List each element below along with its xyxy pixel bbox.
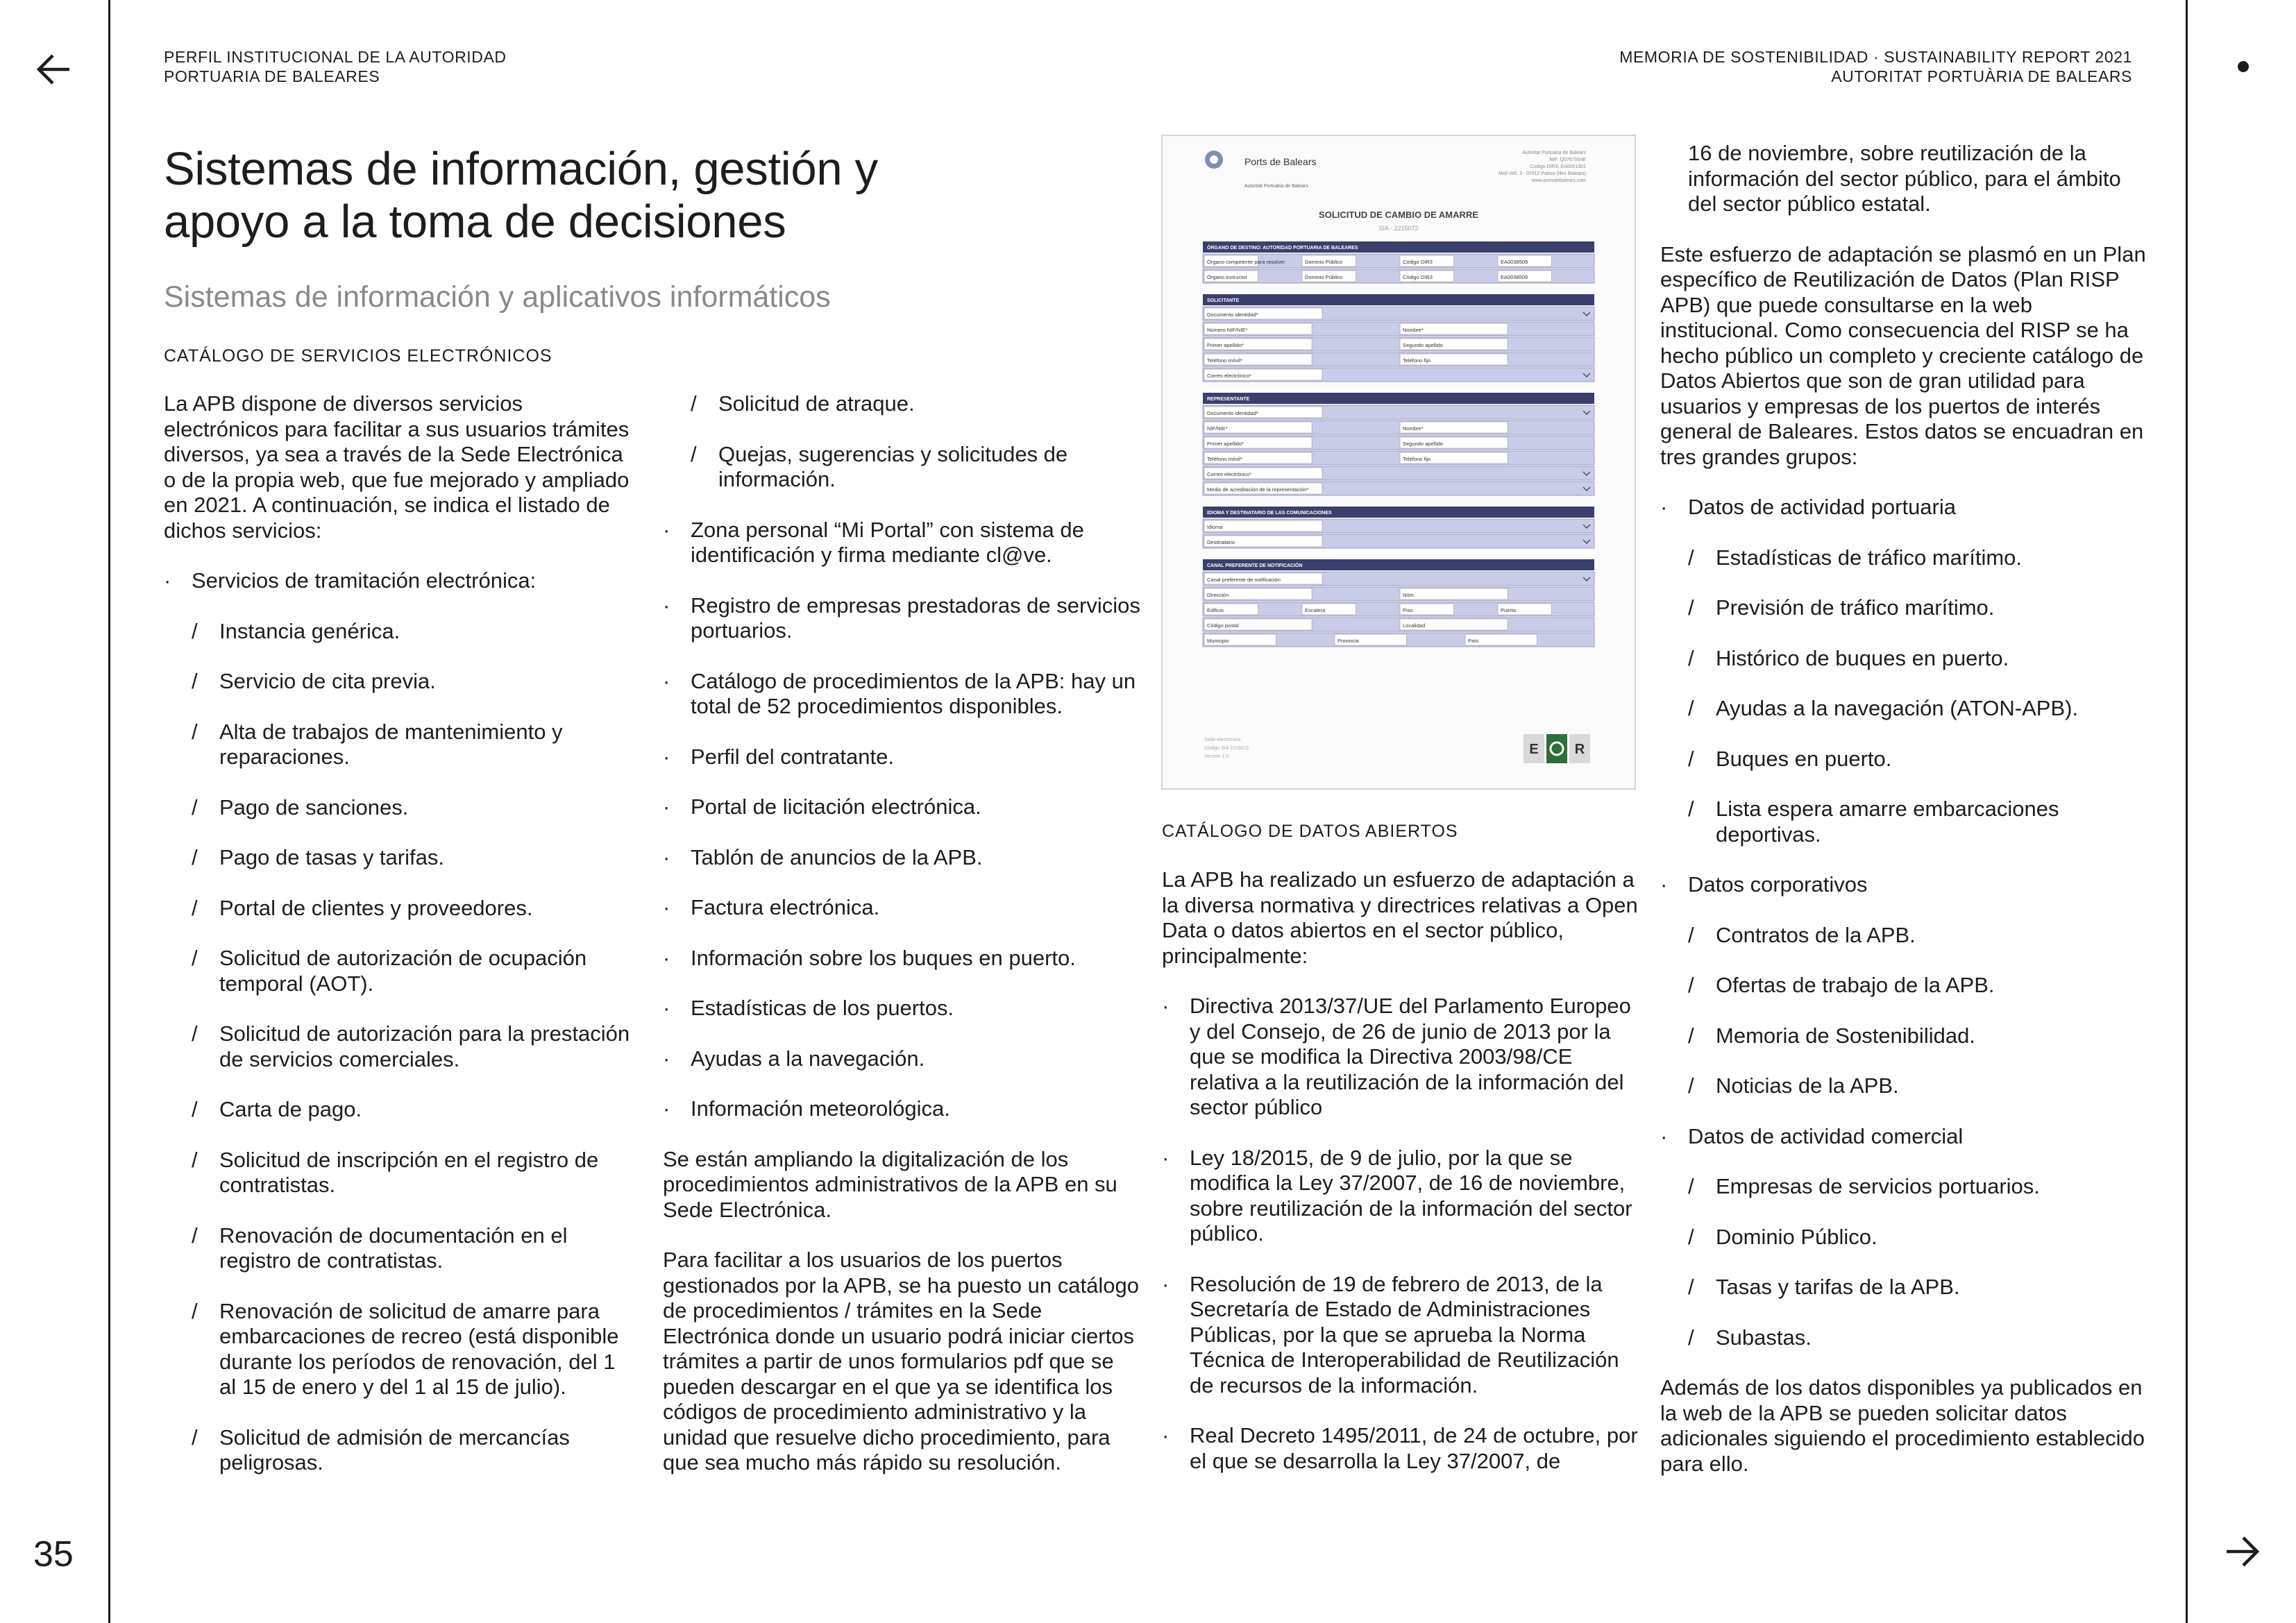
form-field-label: Dominio Público	[1305, 274, 1343, 280]
list-item: / Dominio Público.	[1660, 1225, 2146, 1250]
form-field-label: Provincia	[1337, 638, 1359, 644]
svg-text:E: E	[1529, 742, 1539, 757]
tramitacion-list	[164, 619, 636, 1476]
header-left-line-2: PORTUARIA DE BALEARES	[164, 67, 380, 85]
list-item: / Pago de sanciones.	[164, 795, 636, 821]
form-section-header-bar	[1203, 294, 1594, 305]
right-margin-line	[2186, 0, 2188, 1623]
form-field-label: Escalera	[1305, 607, 1326, 613]
form-field-label: Teléfono móvil*	[1207, 357, 1242, 364]
form-field-label: Teléfono fijo	[1403, 357, 1431, 364]
form-section-header: REPRESENTANTE	[1207, 397, 1250, 402]
header-left	[164, 47, 507, 86]
form-address-line: NIF: Q0767004E	[1549, 158, 1586, 162]
form-field-label: Correo electrónico*	[1207, 373, 1252, 379]
form-field-label: Documento identidad*	[1207, 410, 1258, 416]
tramitacion-list-cont	[663, 391, 1142, 493]
list-item: · Resolución de 19 de febrero de 2013, de la Secretaría de Estado de Administraciones Públicas, por la que se aprueba la Norma Técnica de Interoperabilidad de Reutilización de recursos de la información.	[1162, 1272, 1641, 1399]
list-item: / Solicitud de autorización para la prestación de servicios comerciales.	[164, 1021, 636, 1072]
datos-groups-list	[1660, 495, 2146, 1350]
list-item: · Información meteorológica.	[663, 1096, 1142, 1122]
list-item: / Carta de pago.	[164, 1097, 636, 1123]
form-brand: Ports de Balears	[1244, 156, 1317, 167]
header-left-line-1: PERFIL INSTITUCIONAL DE LA AUTORIDAD	[164, 48, 507, 66]
list-item: / Subastas.	[1660, 1325, 2146, 1351]
page-indicator-dot	[2238, 61, 2249, 72]
form-code: SIA - 2215072	[1378, 225, 1419, 232]
servicios-list	[663, 518, 1142, 1122]
form-field-label: Número NIF/NIE*	[1207, 327, 1248, 333]
column-4	[1660, 141, 2146, 1502]
form-section-header: CANAL PREFERENTE DE NOTIFICACIÓN	[1207, 563, 1303, 568]
form-section-header: SOLICITANTE	[1207, 298, 1240, 303]
list-item: / Solicitud de inscripción en el registro de contratistas.	[164, 1148, 636, 1198]
servicios-intro: La APB dispone de diversos servicios electrónicos para facilitar a sus usuarios trámites diversos, ya sea a través de la Sede Electrónica o de la propia web, que fue mejorado y ampliado en 2021. A continuación, se indica el listado de dichos servicios:	[164, 391, 630, 543]
form-field-label: Destinatario	[1207, 539, 1235, 545]
list-item: · Registro de empresas prestadoras de servicios portuarios.	[663, 593, 1142, 644]
list-item: / Portal de clientes y proveedores.	[164, 896, 636, 921]
form-address-line: www.portsdebalears.com	[1531, 178, 1586, 183]
header-right	[1619, 47, 2132, 86]
continuation-text: 16 de noviembre, sobre reutilización de la información del sector público, para el ámbito del sector público estatal.	[1688, 141, 2121, 216]
list-item: · Ayudas a la navegación.	[663, 1046, 1142, 1072]
form-field-label: Piso	[1403, 607, 1413, 613]
form-field-label: Órgano competente para resolver	[1207, 259, 1285, 265]
list-item: / Ofertas de trabajo de la APB.	[1660, 973, 2146, 999]
form-brand-sub: Autoritat Portuària de Balears	[1244, 184, 1308, 189]
group-label: · Datos corporativos	[1660, 872, 2146, 898]
header-right-line-1: MEMORIA DE SOSTENIBILIDAD · SUSTAINABILITY REPORT 2021	[1619, 48, 2132, 66]
digitalizacion-paragraph: Se están ampliando la digitalización de los procedimientos administrativos de la APB en su Sede Electrónica.	[663, 1146, 1117, 1222]
form-field-label: Código DIR3	[1403, 259, 1433, 265]
list-item: / Ayudas a la navegación (ATON-APB).	[1660, 696, 2146, 722]
form-field-label-box	[1400, 588, 1508, 600]
form-field-label: Segundo apellido	[1403, 441, 1443, 447]
form-field-label: Correo electrónico*	[1207, 471, 1252, 477]
list-item: / Buques en puerto.	[1660, 747, 2146, 772]
form-field-label: Órgano instructor	[1207, 274, 1247, 280]
form-title: SOLICITUD DE CAMBIO DE AMARRE	[1319, 210, 1478, 220]
form-field-label: Nombre*	[1403, 327, 1424, 333]
back-arrow-icon[interactable]	[33, 49, 75, 90]
list-item: / Noticias de la APB.	[1660, 1073, 2146, 1099]
form-field-label: Puerta	[1501, 607, 1517, 613]
form-field-label: Primer apellido*	[1207, 342, 1244, 348]
list-item: · Catálogo de procedimientos de la APB: hay un total de 52 procedimientos disponibles.	[663, 669, 1142, 720]
list-item: / Estadísticas de tráfico marítimo.	[1660, 545, 2146, 571]
list-item: · Servicios de tramitación electrónica:	[164, 568, 636, 594]
form-footer-line: Sede electrónica	[1204, 738, 1241, 742]
list-item: / Quejas, sugerencias y solicitudes de información.	[663, 442, 1142, 493]
list-item: / Previsión de tráfico marítimo.	[1660, 595, 2146, 621]
list-item: · Directiva 2013/37/UE del Parlamento Europeo y del Consejo, de 26 de junio de 2013 por la que se modifica la Directiva 2003/98/CE relativa a la reutilización de la información del sector público	[1162, 994, 1641, 1121]
procedimientos-paragraph: Para facilitar a los usuarios de los puertos gestionados por la APB, se ha puesto un catálogo de procedimientos / trámites en la Sede Electrónica donde un usuario podrá iniciar ciertos trámites a partir de unos formularios pdf que se pueden descargar en el que ya se identifica los códigos de procedimiento administrativo y la unidad que resuelve dicho procedimiento, para que sea mucho más rápido su resolución.	[663, 1248, 1139, 1475]
servicios-heading: CATÁLOGO DE SERVICIOS ELECTRÓNICOS	[164, 346, 552, 366]
list-item: / Contratos de la APB.	[1660, 923, 2146, 949]
list-item: / Renovación de documentación en el registro de contratistas.	[164, 1223, 636, 1274]
form-address-line: Autoritat Portuària de Balears	[1522, 151, 1586, 155]
header-right-line-2: AUTORITAT PORTUÀRIA DE BALEARS	[1831, 67, 2132, 85]
list-item: · Ley 18/2015, de 9 de julio, por la que se modifica la Ley 37/2007, de 16 de noviembre, sobre reutilización de la información del sector público.	[1162, 1146, 1641, 1247]
form-field-label: Teléfono fijo	[1403, 456, 1431, 462]
column-3	[1162, 867, 1641, 1499]
list-item: / Instancia genérica.	[164, 619, 636, 645]
closing-paragraph: Además de los datos disponibles ya publicados en la web de la APB se pueden solicitar datos adicionales siguiendo el procedimiento establecido para ello.	[1660, 1375, 2145, 1476]
page-title: Sistemas de información, gestión y apoyo a la toma de decisiones	[164, 143, 878, 248]
normativa-list	[1162, 994, 1641, 1474]
form-field-label: Canal preferente de notificación	[1207, 577, 1281, 583]
form-field-label: EA0038509	[1501, 274, 1528, 280]
form-field-label: Segundo apellido	[1403, 342, 1443, 348]
list-item: / Tasas y tarifas de la APB.	[1660, 1275, 2146, 1300]
list-item: / Histórico de buques en puerto.	[1660, 646, 2146, 672]
datos-abiertos-heading: CATÁLOGO DE DATOS ABIERTOS	[1162, 822, 1458, 841]
list-item: · Factura electrónica.	[663, 895, 1142, 921]
form-address-line: Moll Vell, 3 · 07012 Palma (Illes Balears)	[1498, 171, 1586, 176]
list-item: / Servicio de cita previa.	[164, 669, 636, 695]
form-thumbnail-image	[1161, 135, 1636, 790]
list-item: · Real Decreto 1495/2011, de 24 de octubre, por el que se desarrolla la Ley 37/2007, de	[1162, 1423, 1641, 1474]
form-field-label: Edificio	[1207, 607, 1224, 613]
form-field-label: Teléfono móvil*	[1207, 456, 1242, 462]
certification-logos-icon	[1523, 734, 1590, 763]
ports-logo-icon	[1205, 151, 1223, 169]
form-field-label: Núm.	[1403, 592, 1415, 598]
form-field-label: Dominio Público	[1305, 259, 1343, 265]
column-1	[164, 391, 636, 1501]
form-section-header: ÓRGANO DE DESTINO: AUTORIDAD PORTUARIA DE BALEARES	[1207, 246, 1358, 250]
form-field-label: Idioma	[1207, 524, 1223, 530]
list-item: / Memoria de Sostenibilidad.	[1660, 1023, 2146, 1049]
group-label: · Datos de actividad portuaria	[1660, 495, 2146, 520]
form-footer-line: Versión 1.0	[1204, 754, 1229, 759]
list-item: · Portal de licitación electrónica.	[663, 794, 1142, 820]
list-item: / Solicitud de atraque.	[663, 391, 1142, 417]
column-2	[663, 391, 1142, 1501]
group-label: · Datos de actividad comercial	[1660, 1124, 2146, 1150]
form-field-label: Municipio	[1207, 638, 1229, 644]
form-field-label: Código postal	[1207, 622, 1239, 629]
form-footer-line: Código SIA 2215072	[1204, 746, 1249, 751]
list-item: · Información sobre los buques en puerto.	[663, 946, 1142, 971]
list-item: · Zona personal “Mi Portal” con sistema de identificación y firma mediante cl@ve.	[663, 518, 1142, 568]
list-item: / Solicitud de admisión de mercancías peligrosas.	[164, 1425, 636, 1476]
form-field-label: EA0038509	[1501, 259, 1528, 265]
section-subtitle: Sistemas de información y aplicativos informáticos	[164, 280, 831, 314]
list-item: / Pago de tasas y tarifas.	[164, 845, 636, 871]
left-margin-line	[108, 0, 110, 1623]
form-field-label: Dirección	[1207, 592, 1229, 598]
form-section-header-bar	[1203, 393, 1594, 404]
list-item: / Empresas de servicios portuarios.	[1660, 1174, 2146, 1200]
list-item: / Alta de trabajos de mantenimiento y reparaciones.	[164, 720, 636, 770]
form-field-label: País	[1468, 638, 1479, 644]
datos-intro: La APB ha realizado un esfuerzo de adaptación a la diversa normativa y directrices relativas a Open Data o datos abiertos en el sector público, principalmente:	[1162, 867, 1638, 968]
form-field-label: Documento identidad*	[1207, 312, 1258, 318]
form-field-label: Medio de acreditación de la representación*	[1207, 486, 1309, 493]
form-address-line: Codigo DIR3: EA0001301	[1530, 164, 1586, 169]
list-item: · Tablón de anuncios de la APB.	[663, 845, 1142, 871]
next-arrow-icon[interactable]	[2221, 1531, 2263, 1572]
risp-paragraph: Este esfuerzo de adaptación se plasmó en un Plan específico de Reutilización de Datos (Plan RISP APB) que puede consultarse en la web institucional. Como consecuencia del RISP se ha hecho público un completo y creciente catálogo de Datos Abiertos que son de gran utilidad para usuarios y empresas de los puertos de interés general de Baleares. Estos datos se encuadran en tres grandes grupos:	[1660, 241, 2146, 469]
form-field-label: Nombre*	[1403, 425, 1424, 432]
form-field-label: Localidad	[1403, 622, 1426, 629]
form-section-header: IDIOMA Y DESTINATARIO DE LAS COMUNICACIONES	[1207, 511, 1332, 516]
svg-text:R: R	[1574, 742, 1585, 757]
list-item: · Perfil del contratante.	[663, 745, 1142, 770]
list-item: · Estadísticas de los puertos.	[663, 996, 1142, 1021]
list-item: / Renovación de solicitud de amarre para embarcaciones de recreo (está disponible durante los períodos de renovación, del 1 al 15 de enero y del 1 al 15 de julio).	[164, 1299, 636, 1400]
list-item: / Solicitud de autorización de ocupación temporal (AOT).	[164, 946, 636, 996]
page-number: 35	[33, 1534, 74, 1574]
form-field-label: Código DIR3	[1403, 274, 1433, 280]
form-field-label: Primer apellido*	[1207, 441, 1244, 447]
list-item: / Lista espera amarre embarcaciones deportivas.	[1660, 797, 2146, 847]
form-field-label: NIF/NIE*	[1207, 425, 1228, 432]
